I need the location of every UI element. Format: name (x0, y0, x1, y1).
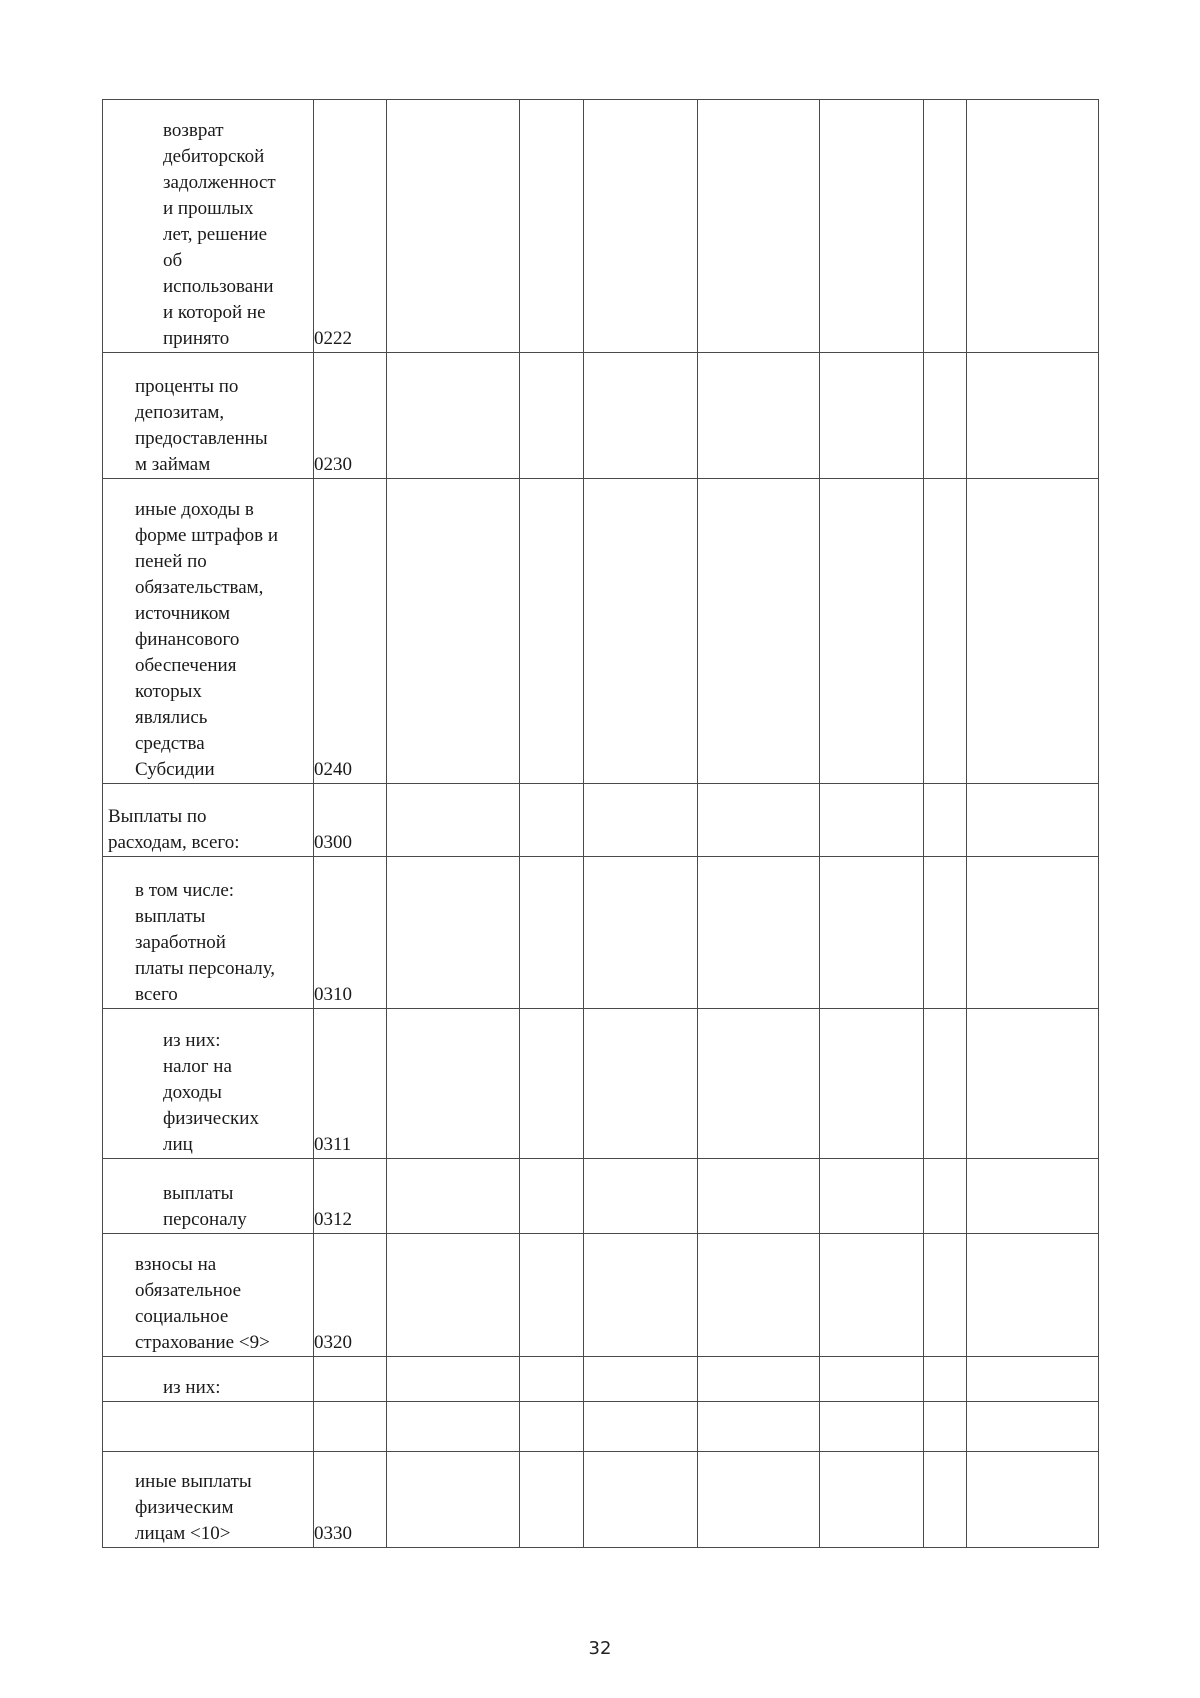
empty-value-cell (387, 1009, 520, 1159)
empty-value-cell (967, 1009, 1099, 1159)
empty-value-cell (520, 784, 584, 857)
empty-value-cell (967, 100, 1099, 353)
empty-value-cell (584, 857, 698, 1009)
row-label: из них: (103, 1357, 314, 1402)
empty-value-cell (967, 1402, 1099, 1452)
empty-value-cell (820, 1452, 924, 1548)
empty-value-cell (520, 1357, 584, 1402)
empty-value-cell (967, 479, 1099, 784)
empty-value-cell (584, 1234, 698, 1357)
table-row (103, 1357, 1099, 1402)
empty-value-cell (387, 353, 520, 479)
empty-value-cell (967, 1159, 1099, 1234)
row-code (314, 1357, 387, 1402)
empty-value-cell (820, 100, 924, 353)
empty-value-cell (924, 857, 967, 1009)
row-label: Выплаты по расходам, всего: (103, 784, 314, 857)
empty-value-cell (967, 1357, 1099, 1402)
empty-value-cell (820, 1009, 924, 1159)
empty-value-cell (387, 100, 520, 353)
empty-value-cell (520, 1402, 584, 1452)
table-row (103, 1159, 1099, 1234)
empty-value-cell (520, 100, 584, 353)
empty-value-cell (924, 1402, 967, 1452)
empty-value-cell (387, 784, 520, 857)
table-row (103, 1402, 1099, 1452)
row-label: проценты по депозитам, предоставленны м займам (103, 353, 314, 479)
row-code: 0230 (314, 353, 387, 479)
table-row (103, 784, 1099, 857)
empty-value-cell (387, 857, 520, 1009)
empty-value-cell (924, 784, 967, 857)
empty-value-cell (698, 784, 820, 857)
empty-value-cell (924, 100, 967, 353)
empty-value-cell (387, 479, 520, 784)
empty-value-cell (387, 1159, 520, 1234)
empty-value-cell (520, 479, 584, 784)
row-label: в том числе: выплаты заработной платы персоналу, всего (103, 857, 314, 1009)
empty-value-cell (698, 100, 820, 353)
table-row (103, 1452, 1099, 1548)
table-row (103, 857, 1099, 1009)
empty-value-cell (584, 1009, 698, 1159)
table-row (103, 1234, 1099, 1357)
row-code: 0310 (314, 857, 387, 1009)
empty-value-cell (698, 857, 820, 1009)
empty-value-cell (698, 479, 820, 784)
empty-value-cell (584, 479, 698, 784)
empty-value-cell (924, 1357, 967, 1402)
empty-value-cell (924, 1234, 967, 1357)
empty-value-cell (924, 1159, 967, 1234)
row-label: из них: налог на доходы физических лиц (103, 1009, 314, 1159)
empty-value-cell (520, 1159, 584, 1234)
empty-value-cell (584, 784, 698, 857)
row-code: 0320 (314, 1234, 387, 1357)
empty-value-cell (698, 1357, 820, 1402)
empty-value-cell (520, 1452, 584, 1548)
empty-value-cell (584, 353, 698, 479)
empty-value-cell (698, 1009, 820, 1159)
empty-value-cell (820, 353, 924, 479)
empty-value-cell (924, 1009, 967, 1159)
table-row (103, 1009, 1099, 1159)
row-label (103, 1402, 314, 1452)
empty-value-cell (924, 479, 967, 784)
empty-value-cell (820, 1357, 924, 1402)
row-code: 0311 (314, 1009, 387, 1159)
table-row (103, 353, 1099, 479)
row-code (314, 1402, 387, 1452)
report-form-table (102, 99, 1099, 1548)
empty-value-cell (967, 1234, 1099, 1357)
empty-value-cell (820, 1234, 924, 1357)
empty-value-cell (967, 857, 1099, 1009)
row-label: иные доходы в форме штрафов и пеней по обязательствам, источником финансового обеспечения которых являлись средства Субсидии (103, 479, 314, 784)
empty-value-cell (584, 1452, 698, 1548)
row-code: 0222 (314, 100, 387, 353)
empty-value-cell (584, 100, 698, 353)
row-label: возврат дебиторской задолженност и прошлых лет, решение об использовани и которой не принято (103, 100, 314, 353)
empty-value-cell (967, 784, 1099, 857)
table-body (103, 100, 1099, 1548)
row-label: выплаты персоналу (103, 1159, 314, 1234)
empty-value-cell (387, 1357, 520, 1402)
empty-value-cell (387, 1402, 520, 1452)
row-label: взносы на обязательное социальное страхование <9> (103, 1234, 314, 1357)
row-code: 0240 (314, 479, 387, 784)
empty-value-cell (967, 353, 1099, 479)
empty-value-cell (387, 1234, 520, 1357)
empty-value-cell (698, 1402, 820, 1452)
empty-value-cell (698, 1159, 820, 1234)
row-code: 0330 (314, 1452, 387, 1548)
empty-value-cell (967, 1452, 1099, 1548)
empty-value-cell (820, 784, 924, 857)
empty-value-cell (820, 1402, 924, 1452)
empty-value-cell (698, 1234, 820, 1357)
empty-value-cell (520, 857, 584, 1009)
empty-value-cell (820, 1159, 924, 1234)
table-row (103, 100, 1099, 353)
page-number: 32 (588, 1638, 612, 1659)
row-code: 0312 (314, 1159, 387, 1234)
empty-value-cell (698, 1452, 820, 1548)
empty-value-cell (520, 1009, 584, 1159)
empty-value-cell (584, 1402, 698, 1452)
row-label: иные выплаты физическим лицам <10> (103, 1452, 314, 1548)
row-code: 0300 (314, 784, 387, 857)
empty-value-cell (584, 1159, 698, 1234)
empty-value-cell (387, 1452, 520, 1548)
table-row (103, 479, 1099, 784)
empty-value-cell (520, 1234, 584, 1357)
empty-value-cell (520, 353, 584, 479)
empty-value-cell (924, 353, 967, 479)
empty-value-cell (698, 353, 820, 479)
empty-value-cell (820, 479, 924, 784)
empty-value-cell (584, 1357, 698, 1402)
empty-value-cell (924, 1452, 967, 1548)
empty-value-cell (820, 857, 924, 1009)
